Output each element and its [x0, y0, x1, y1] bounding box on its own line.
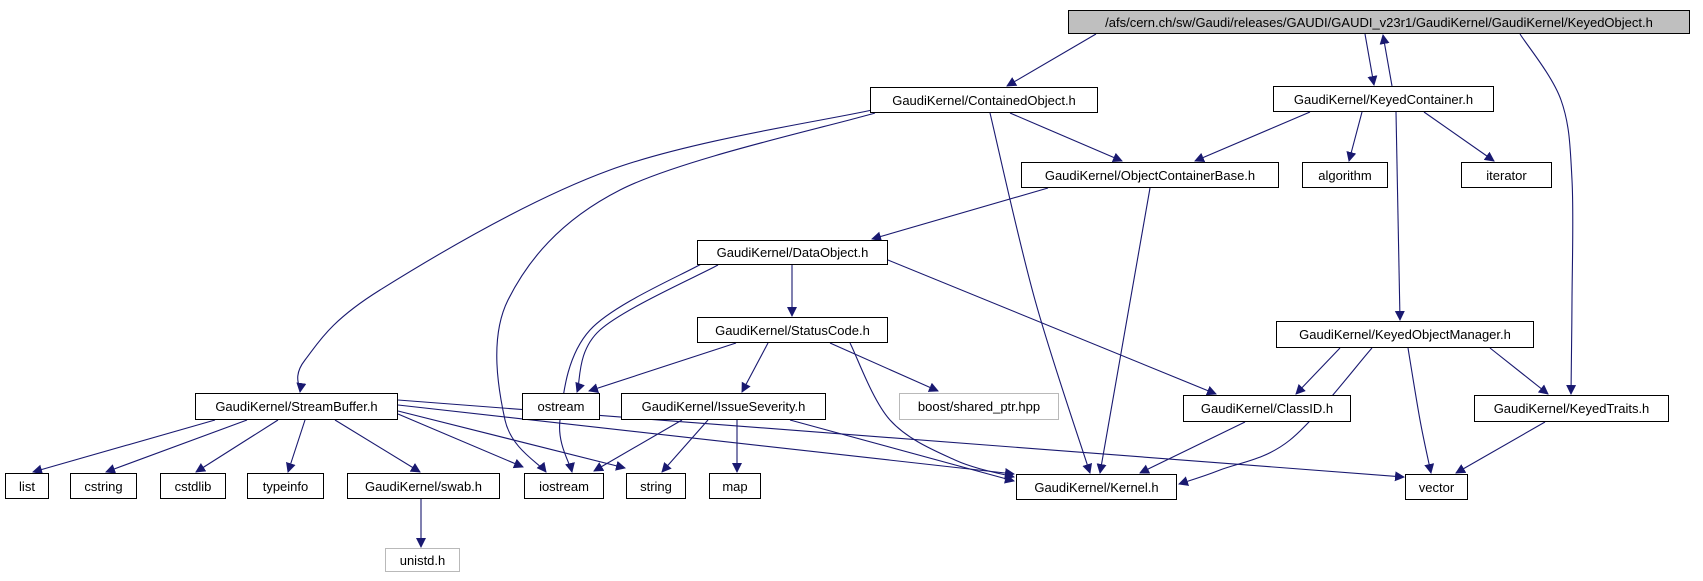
edge-classid-to-kernel	[1140, 422, 1245, 473]
node-sharedptr: boost/shared_ptr.hpp	[899, 393, 1059, 420]
edge-keyedobjectmanager-to-vector	[1408, 348, 1431, 473]
node-issueseverity[interactable]: GaudiKernel/IssueSeverity.h	[621, 393, 826, 420]
node-list[interactable]: list	[5, 473, 49, 499]
node-dataobject[interactable]: GaudiKernel/DataObject.h	[697, 240, 888, 265]
node-keyedtraits[interactable]: GaudiKernel/KeyedTraits.h	[1474, 395, 1669, 422]
edge-keyedtraits-to-vector	[1456, 422, 1545, 473]
edge-keyedobject-to-containedobject	[1007, 34, 1096, 86]
node-typeinfo[interactable]: typeinfo	[247, 473, 324, 499]
edge-streambuffer-to-iostream	[398, 414, 523, 467]
edge-containedobject-to-objectcontainerbase	[1010, 113, 1122, 161]
edge-streambuffer-to-typeinfo	[288, 420, 305, 472]
node-cstdlib[interactable]: cstdlib	[160, 473, 226, 499]
edge-streambuffer-to-swab	[335, 420, 420, 472]
node-string[interactable]: string	[626, 473, 686, 499]
edge-keyedcontainer-to-keyedobjectmanager	[1396, 112, 1400, 320]
edge-objectcontainerbase-to-kernel	[1100, 188, 1150, 473]
edge-keyedobject-to-keyedcontainer	[1365, 34, 1374, 85]
node-cstring[interactable]: cstring	[70, 473, 137, 499]
edge-streambuffer-to-cstring	[106, 420, 247, 472]
node-vector[interactable]: vector	[1405, 474, 1468, 500]
edge-keyedobjectmanager-to-keyedtraits	[1490, 348, 1548, 394]
node-statuscode[interactable]: GaudiKernel/StatusCode.h	[697, 317, 888, 343]
edge-keyedobjectmanager-to-classid	[1296, 348, 1340, 394]
edge-keyedcontainer-to-objectcontainerbase	[1195, 112, 1310, 161]
node-ostream[interactable]: ostream	[522, 393, 600, 420]
node-classid[interactable]: GaudiKernel/ClassID.h	[1183, 395, 1351, 422]
node-iterator[interactable]: iterator	[1461, 162, 1552, 188]
edge-streambuffer-to-cstdlib	[196, 420, 278, 472]
edge-keyedcontainer-to-algorithm	[1349, 112, 1362, 161]
node-kernel[interactable]: GaudiKernel/Kernel.h	[1016, 474, 1177, 500]
edge-statuscode-to-sharedptr	[830, 343, 938, 391]
node-map[interactable]: map	[709, 473, 761, 499]
node-iostream[interactable]: iostream	[524, 473, 604, 499]
edge-issueseverity-to-kernel	[790, 420, 1014, 481]
node-unistd: unistd.h	[385, 548, 460, 572]
edge-statuscode-to-issueseverity	[742, 343, 768, 392]
edge-dataobject-to-classid	[888, 260, 1216, 394]
node-containedobject[interactable]: GaudiKernel/ContainedObject.h	[870, 87, 1098, 113]
node-algorithm[interactable]: algorithm	[1302, 162, 1388, 188]
edge-statuscode-to-ostream	[589, 343, 736, 391]
node-keyedobject: /afs/cern.ch/sw/Gaudi/releases/GAUDI/GAUDI_v23r1/GaudiKernel/GaudiKernel/KeyedObject.h	[1068, 10, 1690, 34]
node-keyedobjectmanager[interactable]: GaudiKernel/KeyedObjectManager.h	[1276, 321, 1534, 348]
edge-keyedcontainer-to-keyedobject	[1383, 35, 1392, 86]
node-objectcontainerbase[interactable]: GaudiKernel/ObjectContainerBase.h	[1021, 162, 1279, 188]
node-swab[interactable]: GaudiKernel/swab.h	[347, 473, 500, 499]
node-streambuffer[interactable]: GaudiKernel/StreamBuffer.h	[195, 393, 398, 420]
edge-keyedcontainer-to-iterator	[1424, 112, 1494, 161]
edge-streambuffer-to-list	[33, 420, 215, 472]
node-keyedcontainer[interactable]: GaudiKernel/KeyedContainer.h	[1273, 86, 1494, 112]
edge-objectcontainerbase-to-dataobject	[872, 188, 1048, 239]
